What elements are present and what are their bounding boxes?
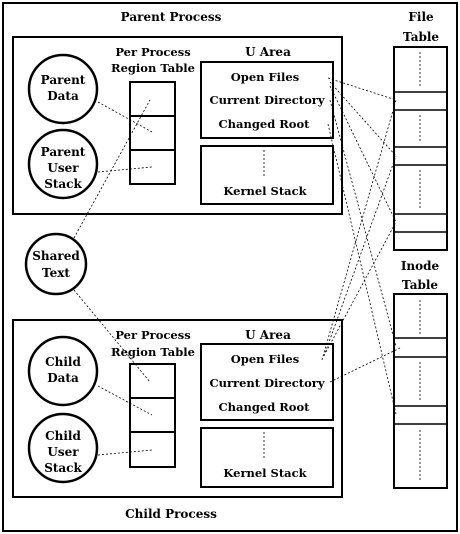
svg-text:User: User — [47, 161, 79, 175]
child-u-area-label: U Area — [245, 328, 291, 342]
child-region-table-label-1: Per Process — [115, 328, 191, 342]
svg-text:Stack: Stack — [44, 461, 82, 475]
parent-user-stack-circle — [29, 130, 97, 198]
child-open-files: Open Files — [230, 352, 300, 366]
child-data-circle — [29, 337, 97, 405]
child-process-title: Child Process — [125, 507, 217, 521]
shared-text-circle — [26, 234, 86, 294]
svg-text:Parent: Parent — [40, 145, 86, 159]
parent-kernel-stack: Kernel Stack — [223, 184, 307, 198]
svg-text:Child: Child — [45, 429, 81, 443]
svg-text:Parent: Parent — [40, 73, 86, 87]
file-table-label-1: File — [408, 10, 434, 24]
parent-current-directory: Current Directory — [209, 93, 325, 107]
child-current-directory: Current Directory — [209, 376, 325, 390]
parent-open-files: Open Files — [230, 70, 300, 84]
child-user-stack-circle — [29, 414, 97, 482]
file-table-label-2: Table — [402, 30, 440, 44]
svg-text:Stack: Stack — [44, 177, 82, 191]
svg-text:User: User — [47, 445, 79, 459]
svg-text:Data: Data — [47, 371, 79, 385]
parent-process-title: Parent Process — [120, 10, 222, 24]
parent-u-area-label: U Area — [245, 45, 291, 59]
parent-region-table-label-2: Region Table — [111, 61, 195, 75]
child-kernel-stack: Kernel Stack — [223, 466, 307, 480]
child-changed-root: Changed Root — [218, 400, 310, 414]
svg-text:Shared: Shared — [32, 249, 80, 263]
child-region-table-label-2: Region Table — [111, 345, 195, 359]
child-region-table — [130, 364, 175, 467]
file-table — [394, 47, 447, 250]
parent-data-circle — [29, 55, 97, 123]
svg-text:Text: Text — [42, 266, 70, 280]
inode-table-label-2: Table — [401, 278, 439, 292]
parent-region-table-label-1: Per Process — [115, 45, 191, 59]
parent-region-table — [130, 82, 175, 184]
parent-changed-root: Changed Root — [218, 117, 310, 131]
inode-table-label-1: Inode — [400, 259, 440, 273]
svg-text:Child: Child — [45, 355, 81, 369]
svg-text:Data: Data — [47, 89, 79, 103]
inode-table — [394, 294, 447, 488]
